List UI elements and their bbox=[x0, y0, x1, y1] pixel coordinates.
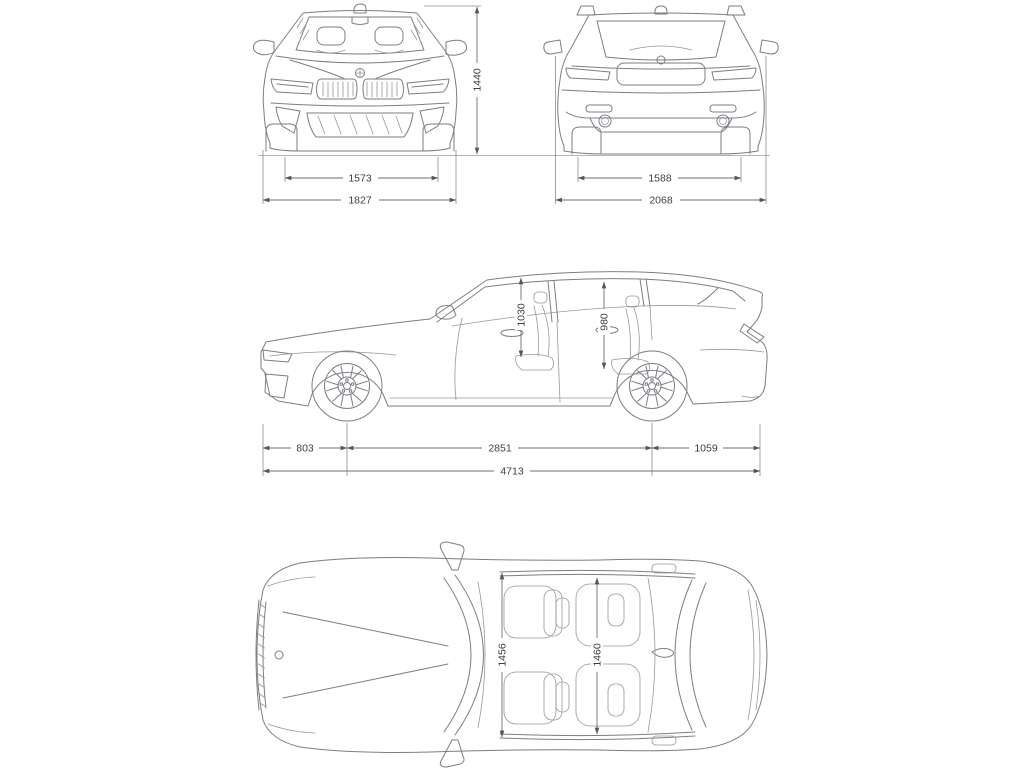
top-view-drawing bbox=[256, 542, 767, 767]
rear-mirror-left bbox=[544, 40, 562, 54]
pillars bbox=[548, 279, 718, 322]
tailgate-spoiler-arcs bbox=[748, 590, 760, 720]
side-body-outline bbox=[261, 272, 767, 406]
rear-window bbox=[597, 21, 725, 60]
front-windshield bbox=[296, 17, 424, 54]
rear-shoulder-label: 1460 bbox=[591, 643, 604, 667]
front-headroom-label: 1030 bbox=[515, 303, 528, 327]
rear-mirror-right bbox=[760, 40, 778, 54]
window-bottom-line bbox=[452, 305, 736, 326]
front-overhang-label: 803 bbox=[296, 442, 314, 455]
rear-width-label: 2068 bbox=[649, 194, 673, 207]
taillight-left bbox=[566, 68, 610, 80]
license-plate-recess bbox=[617, 63, 705, 85]
exhaust-left bbox=[599, 115, 611, 127]
bmw-roundel-icon-top bbox=[275, 651, 283, 659]
cowl-line bbox=[276, 56, 444, 63]
top-mirror-lower bbox=[440, 740, 464, 767]
rear-window-arcs bbox=[675, 580, 706, 730]
side-view-drawing bbox=[261, 272, 767, 421]
front-headrest-left bbox=[317, 27, 345, 45]
height-label: 1440 bbox=[471, 68, 484, 92]
front-width-label: 1827 bbox=[348, 194, 372, 207]
front-antenna bbox=[354, 4, 366, 13]
reflector-right bbox=[710, 105, 736, 112]
top-view-dimensions bbox=[496, 573, 604, 737]
taillight-right bbox=[712, 68, 756, 80]
headlight-right bbox=[407, 79, 449, 94]
rearview-mirror bbox=[352, 17, 368, 25]
headlight-left bbox=[271, 79, 313, 94]
rear-wheel-right bbox=[721, 127, 750, 154]
rear-diffuser bbox=[566, 112, 756, 132]
top-mirror-upper bbox=[440, 542, 464, 570]
side-mirror-right bbox=[446, 40, 467, 55]
rear-overhang-label: 1059 bbox=[694, 442, 718, 455]
front-view-drawing bbox=[253, 4, 466, 151]
side-view-headroom-dims bbox=[515, 278, 611, 369]
front-track-label: 1573 bbox=[348, 172, 372, 185]
rear-body-outline bbox=[558, 13, 765, 154]
overall-length-label: 4713 bbox=[500, 465, 524, 478]
exhaust-right-inner bbox=[720, 118, 727, 125]
side-view-length-dims bbox=[263, 423, 760, 478]
side-mirror-left bbox=[253, 40, 274, 55]
kidney-grille bbox=[317, 79, 404, 99]
rear-wheel bbox=[617, 351, 687, 421]
front-wheel-left bbox=[266, 124, 297, 151]
windshield-arcs bbox=[444, 575, 484, 735]
front-shoulder-label: 1456 bbox=[496, 643, 509, 667]
interior-seats bbox=[516, 292, 650, 374]
rear-view-drawing bbox=[544, 6, 778, 154]
height-label-group bbox=[471, 63, 484, 97]
body-creases bbox=[270, 349, 764, 398]
side-headlight bbox=[263, 350, 292, 362]
beltline bbox=[437, 279, 745, 322]
rear-shoulder-label-group bbox=[591, 638, 604, 672]
exhaust-right bbox=[717, 115, 729, 127]
reflector-left bbox=[586, 105, 612, 112]
door-handle-front bbox=[501, 330, 523, 337]
spoiler-edge bbox=[742, 286, 758, 291]
pillar-hatching bbox=[297, 18, 423, 40]
rear-headroom-label-group bbox=[598, 309, 611, 335]
tailgate-crease bbox=[572, 66, 750, 69]
hood-creases-top bbox=[283, 612, 448, 698]
front-wheel-right bbox=[423, 124, 454, 151]
front-seat-hints bbox=[317, 50, 403, 53]
rear-headroom-label: 980 bbox=[598, 313, 611, 331]
front-headrest-right bbox=[375, 27, 403, 45]
top-view-seats bbox=[504, 578, 655, 732]
exhaust-left-inner bbox=[602, 118, 609, 125]
bumper-line bbox=[271, 103, 449, 106]
door-seams bbox=[455, 306, 652, 402]
front-wheel bbox=[312, 351, 382, 421]
front-shoulder-label-group bbox=[496, 638, 509, 672]
wheelbase-label: 2851 bbox=[488, 442, 512, 455]
front-headroom-label-group bbox=[515, 300, 528, 330]
rear-window-wave bbox=[630, 46, 692, 50]
rear-bumper-top bbox=[562, 90, 760, 93]
rear-track-label: 1588 bbox=[648, 172, 672, 185]
front-center-intake bbox=[307, 113, 413, 137]
rear-valance bbox=[742, 396, 760, 398]
rear-wheel-left bbox=[572, 127, 601, 154]
